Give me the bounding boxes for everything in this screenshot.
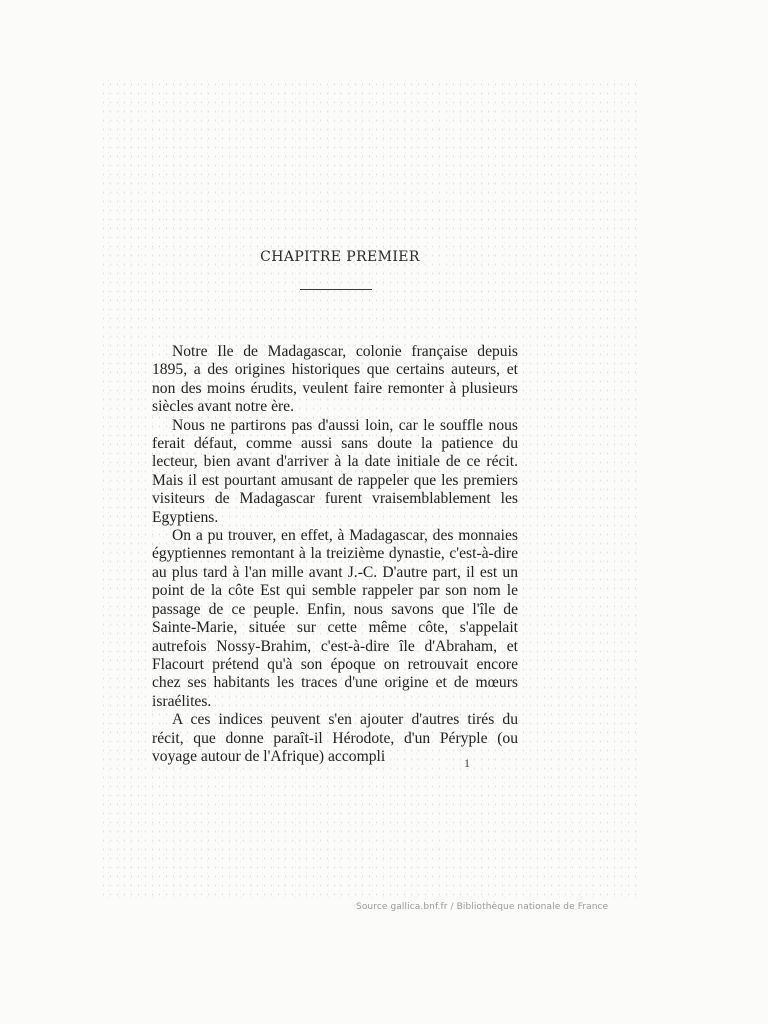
chapter-title: CHAPITRE PREMIER	[260, 249, 420, 265]
paragraph-1: Notre Ile de Madagascar, colonie française depuis 1895, a des origines historiques que certains auteurs, et non des moins érudits, veulent faire remonter à plusieurs siècles avant notre ère.	[152, 343, 518, 416]
page-number: 1	[464, 756, 470, 770]
source-attribution: Source gallica.bnf.fr / Bibliothèque nationale de France	[356, 902, 609, 912]
paragraph-3: On a pu trouver, en effet, à Madagascar, des monnaies égyptiennes remontant à la treizième dynastie, c'est-à-dire au plus tard à l'an mille avant J.-C. D'autre part, il est un point de la côte Est qui semble rappeler par son nom le passage de ce peuple. Enfin, nous savons que l'île de Sainte-Marie, située sur cette même côte, s'appelait autrefois Nossy-Brahim, c'est-à-dire île d'Abraham, et Flacourt prétend qu'à son époque on retrouvait encore chez ses habitants les traces d'une origine et de mœurs israélites.	[152, 527, 518, 710]
paragraph-2: Nous ne partirons pas d'aussi loin, car le souffle nous ferait défaut, comme aussi sans doute la patience du lecteur, bien avant d'arriver à la date initiale de ce récit. Mais il est pourtant amusant de rappeler que les premiers visiteurs de Madagascar furent vraisemblablement les Egyptiens.	[152, 416, 518, 526]
paragraph-4: A ces indices peuvent s'en ajouter d'autres tirés du récit, que donne paraît-il Hérodote, d'un Péryple (ou voyage autour de l'Afrique) accompli	[152, 711, 518, 765]
title-divider	[300, 289, 372, 290]
chapter-body	[152, 343, 518, 766]
